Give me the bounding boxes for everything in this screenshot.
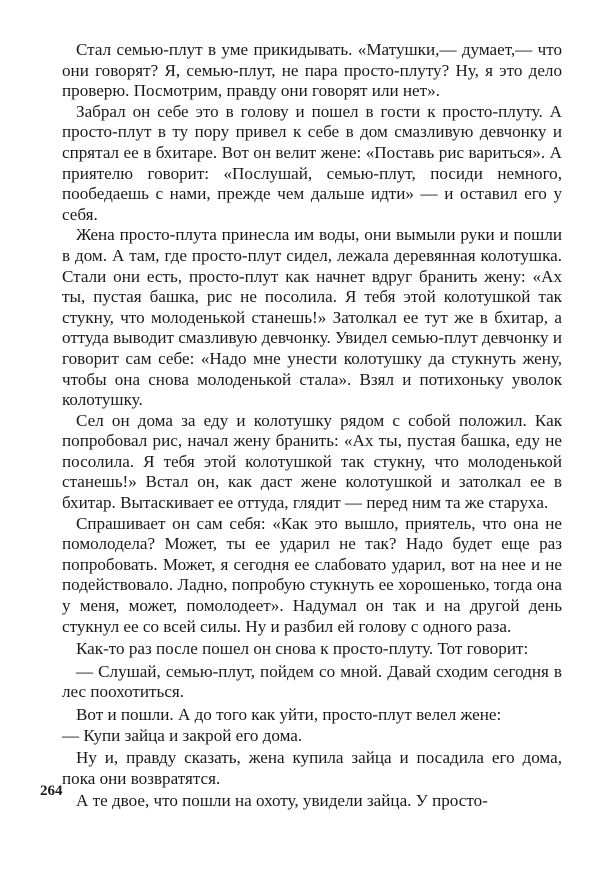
dialogue-2: — Купи зайца и закрой его дома. — [62, 725, 303, 745]
page-number: 264 — [40, 783, 63, 799]
paragraph-2: Забрал он себе это в голову и пошел в гости к просто-плуту. А просто-плут в ту пору привел к себе в дом смазливую девчонку и спрятал ее в бхитаре. Вот он велит жене: «Поставь рис вариться». А приятелю говорит: «Послушай, семью-плут, посиди немного, пообедаешь с нами, прежде чем дальше идти» — и оставил его у себя. — [62, 101, 562, 224]
page-text — [62, 40, 562, 812]
paragraph-4: Сел он дома за еду и колотушку рядом с собой положил. Как попробовал рис, начал жену бранить: «Ах ты, пустая башка, еду не посолила. Я тебя этой колотушкой так стукну, что молоденькой станешь!» Встал он, как даст жене колотушкой и затолкал ее в бхитар. Вытаскивает ее оттуда, глядит — перед ним та же старуха. — [62, 410, 562, 513]
dialogue-1: — Слушай, семью-плут, пойдем со мной. Давай сходим сегодня в лес поохотиться. — [62, 661, 562, 702]
paragraph-7: Вот и пошли. А до того как уйти, просто-плут велел жене: — [76, 705, 502, 724]
paragraph-3: Жена просто-плута принесла им воды, они вымыли руки и пошли в дом. А там, где просто-плут сидел, лежала деревянная колотушка. Стали они есть, просто-плут как начнет вдруг бранить жену: «Ах ты, пустая башка, рис не посолила. Я тебя этой колотушкой так стукну, что молоденькой станешь!» Затолкал ее тут же в бхитар, а оттуда выводит смазливую девчонку. Увидел семью-плут девчонку и говорит сам себе: «Надо мне унести колотушку да стукнуть жену, чтобы она снова молоденькой стала». Взял и потихоньку уволок колотушку. — [62, 225, 562, 410]
paragraph-8: Ну и, правду сказать, жена купила зайца и посадила его дома, пока они возвратятся. — [62, 748, 562, 788]
paragraph-1: Стал семью-плут в уме прикидывать. «Матушки,— думает,— что они говорят? Я, семью-плут, не пара просто-плуту? Ну, я это дело проверю. Посмотрим, правду они говорят или нет». — [62, 40, 562, 101]
paragraph-6: Как-то раз после пошел он снова к просто-плуту. Тот говорит: — [76, 639, 529, 659]
paragraph-9: А те двое, что пошли на охоту, увидели зайца. У просто- — [76, 791, 488, 811]
paragraph-5: Спрашивает он сам себя: «Как это вышло, приятель, что она не помолодела? Может, ты ее ударил не так? Надо будет еще раз попробовать. Может, я сегодня ее слабовато ударил, вот на нее и не подействовало. Ладно, попробую стукнуть ее хорошенько, тогда она у меня, может, помолодеет». Надумал он так и на другой день стукнул ее со всей силы. Ну и разбил ей голову с одного раза. — [62, 513, 562, 636]
